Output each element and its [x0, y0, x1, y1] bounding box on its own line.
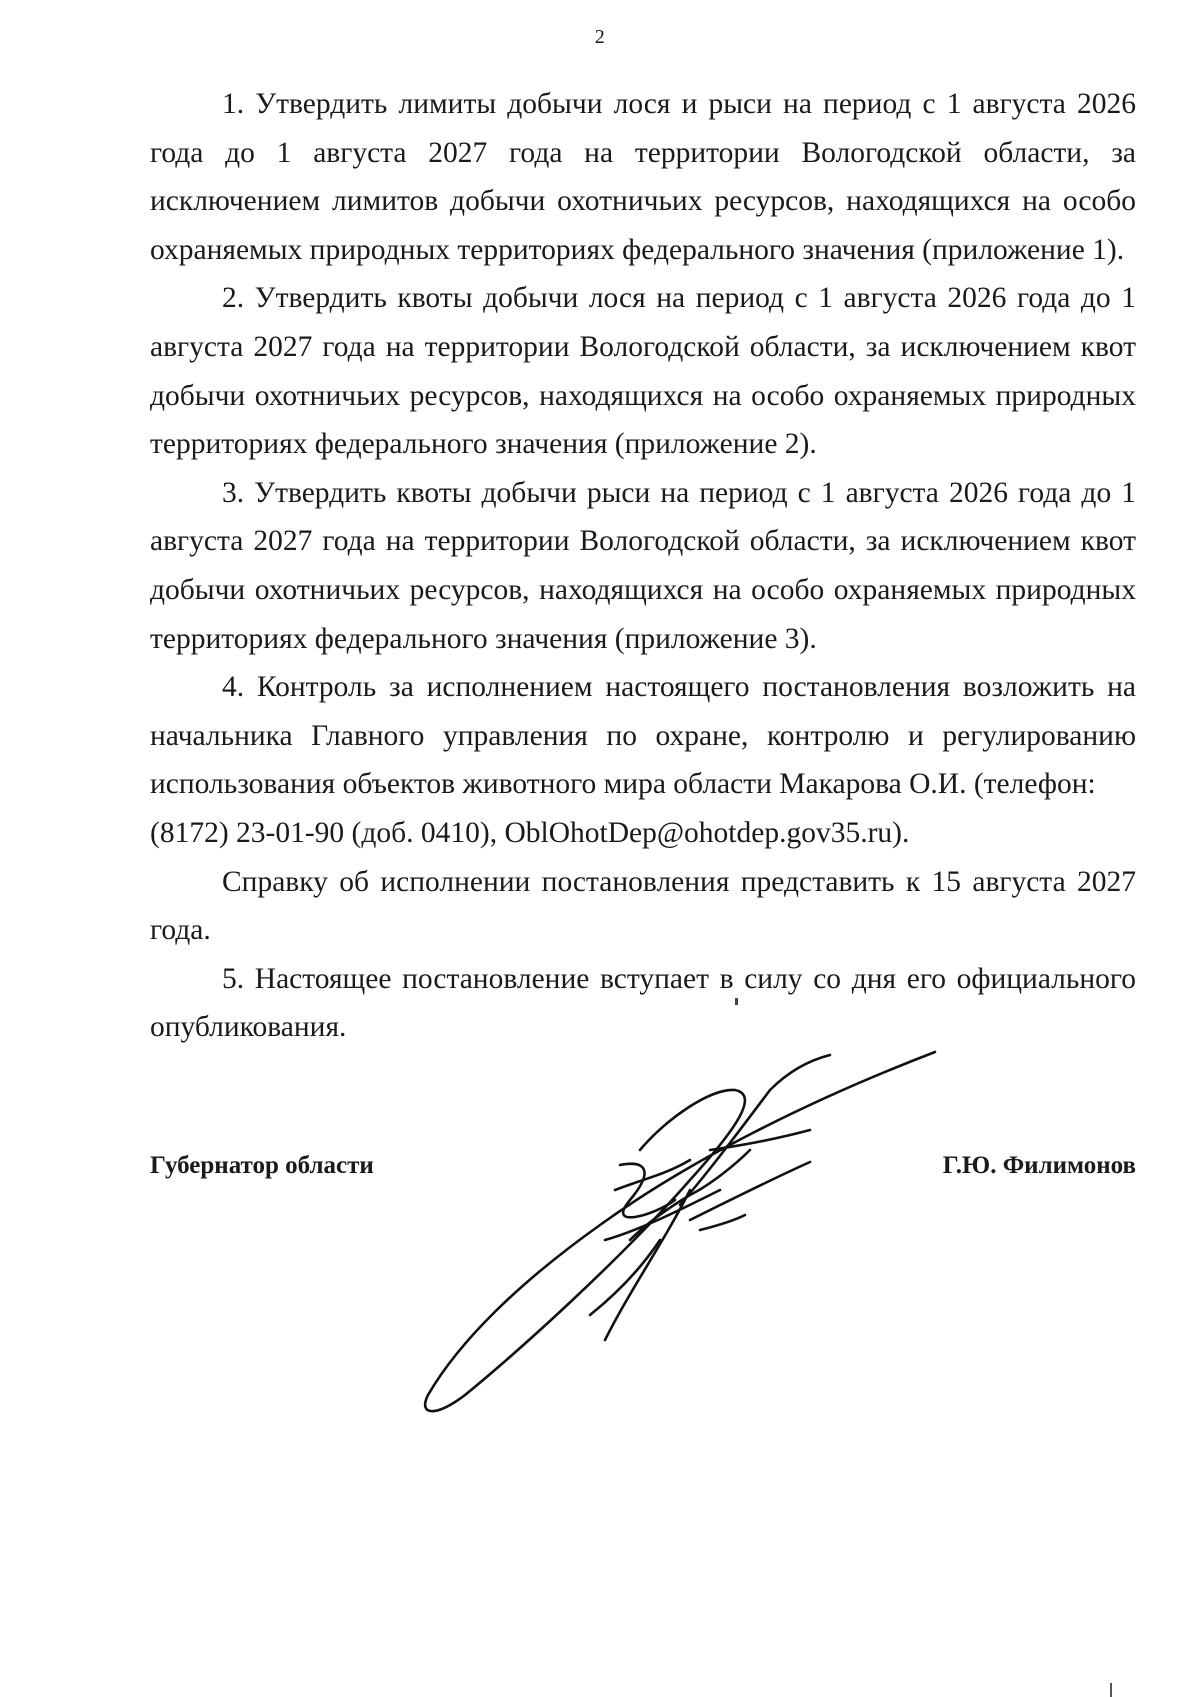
signatory-name: Г.Ю. Филимонов [942, 1152, 1136, 1179]
paragraph-report: Справку об исполнении постановления представить к 15 августа 2027 года. [150, 865, 1136, 947]
stray-mark [735, 998, 738, 1005]
paragraph-4-contacts: (8172) 23-01-90 (доб. 0410), OblOhotDep@ohotdep.gov35.ru). [150, 816, 910, 849]
signatory-position: Губернатор области [150, 1152, 374, 1179]
paragraph-1: 1. Утвердить лимиты добычи лося и рыси на период с 1 августа 2026 года до 1 августа 2027 года на территории Вологодской области, за исключением лимитов добычи охотничьих ресурсов, находящихся на особо охраняемых природных территориях федерального значения (приложение 1). [150, 88, 1136, 266]
paragraph-3: 3. Утвердить квоты добычи рыси на период с 1 августа 2026 года до 1 августа 2027 года на территории Вологодской области, за исключением квот добычи охотничьих ресурсов, находящихся на особо охраняемых природных территориях федерального значения (приложение 3). [150, 476, 1136, 655]
page-number: 2 [594, 26, 606, 48]
document-body [150, 80, 1136, 1052]
paragraph-5: 5. Настоящее постановление вступает в силу со дня его официального опубликования. [150, 962, 1136, 1044]
paragraph-2: 2. Утвердить квоты добычи лося на период с 1 августа 2026 года до 1 августа 2027 года на территории Вологодской области, за исключением квот добычи охотничьих ресурсов, находящихся на особо охраняемых природных территориях федерального значения (приложение 2). [150, 282, 1136, 461]
paragraph-4: 4. Контроль за исполнением настоящего постановления возложить на начальника Главного управления по охране, контролю и регулированию использования объектов животного мира области Макарова О.И. (телефон: [150, 671, 1136, 801]
corner-mark [1110, 1683, 1112, 1697]
handwritten-signature [390, 1050, 950, 1420]
